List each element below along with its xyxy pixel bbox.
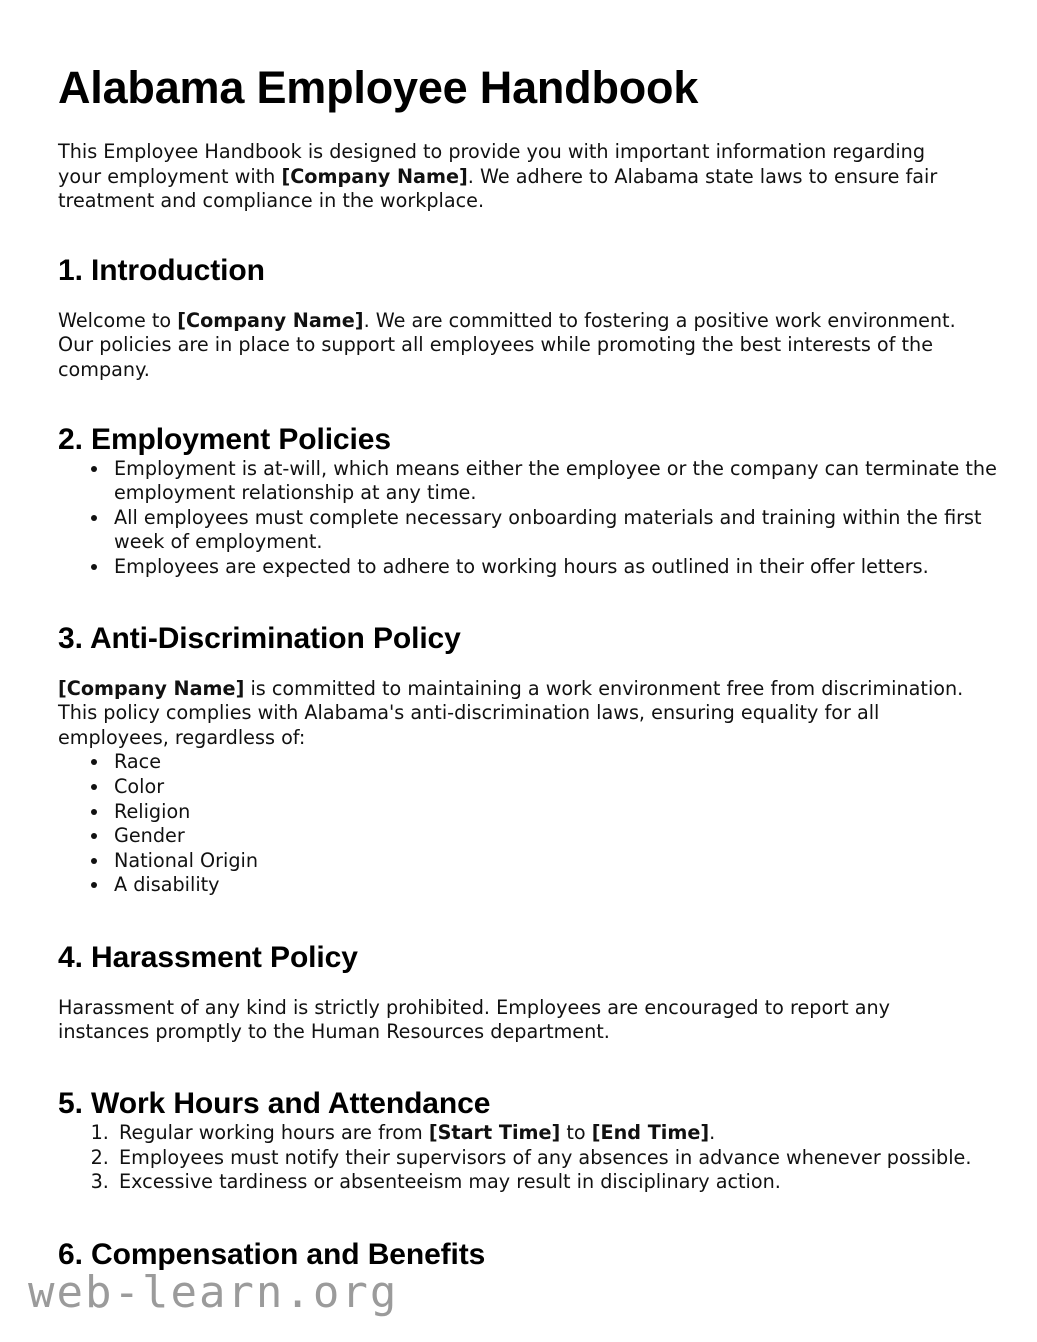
- harassment-paragraph: Harassment of any kind is strictly prohibited. Employees are encouraged to report any instances promptly to the Human Resources department.: [58, 995, 890, 1044]
- section-heading-introduction: 1. Introduction: [58, 253, 265, 287]
- list-item: 3. Excessive tardiness or absenteeism may result in disciplinary action.: [115, 1170, 979, 1195]
- section-heading-employment-policies: 2. Employment Policies: [58, 422, 391, 456]
- list-item: • Color: [110, 775, 514, 800]
- list-item: • All employees must complete necessary onboarding materials and training within the first week of employment.: [110, 506, 1032, 555]
- company-name-placeholder: [Company Name]: [281, 164, 468, 188]
- section-heading-work-hours: 5. Work Hours and Attendance: [58, 1087, 491, 1121]
- list-item: • Employees are expected to adhere to working hours as outlined in their offer letters.: [110, 555, 1032, 580]
- work-hours-text-part1: Regular working hours are from: [119, 1121, 429, 1145]
- introduction-paragraph: [58, 309, 968, 383]
- intro-paragraph: [58, 140, 974, 214]
- section-heading-compensation: 6. Compensation and Benefits: [58, 1237, 486, 1271]
- section-heading-harassment: 4. Harassment Policy: [58, 940, 358, 974]
- section-heading-anti-discrimination: 3. Anti-Discrimination Policy: [58, 621, 461, 655]
- list-item: • Gender: [110, 824, 514, 849]
- list-item: • Religion: [110, 800, 514, 825]
- anti-discrimination-paragraph: [58, 677, 968, 751]
- end-time-placeholder: [End Time]: [591, 1121, 710, 1145]
- introduction-text-part2: . We are committed to fostering a positive work environment. Our policies are in place to support all employees while promoting the best interests of the company.: [58, 308, 956, 381]
- list-item: • Race: [110, 750, 514, 775]
- company-name-placeholder: [Company Name]: [177, 308, 364, 332]
- work-hours-list: [58, 1121, 974, 1195]
- intro-text-part1: This Employee Handbook is designed to provide you with important information regarding your employment with: [58, 140, 926, 188]
- page-title: Alabama Employee Handbook: [58, 62, 699, 113]
- work-hours-text-part2: to: [560, 1121, 592, 1145]
- company-name-placeholder: [Company Name]: [58, 676, 245, 700]
- start-time-placeholder: [Start Time]: [428, 1121, 561, 1145]
- watermark: web-learn.org: [28, 1267, 399, 1318]
- work-hours-text-part3: .: [709, 1121, 716, 1145]
- list-item: • A disability: [110, 873, 514, 898]
- employment-policies-list: [58, 456, 997, 580]
- introduction-text-part1: Welcome to: [58, 308, 178, 332]
- document-content: [58, 0, 997, 1272]
- protected-classes-list: [58, 750, 974, 898]
- intro-text-part2: . We adhere to Alabama state laws to ensure fair treatment and compliance in the workplace.: [58, 164, 938, 213]
- list-item: [115, 1121, 979, 1146]
- list-item: • Employment is at-will, which means either the employee or the company can terminate the employment relationship at any time.: [110, 457, 1032, 506]
- list-item: • National Origin: [110, 849, 514, 874]
- list-item: 2. Employees must notify their supervisors of any absences in advance whenever possible.: [115, 1146, 979, 1171]
- anti-discrimination-text: is committed to maintaining a work environment free from discrimination. This policy complies with Alabama's anti-discrimination laws, ensuring equality for all employees, regardless of:: [58, 676, 964, 749]
